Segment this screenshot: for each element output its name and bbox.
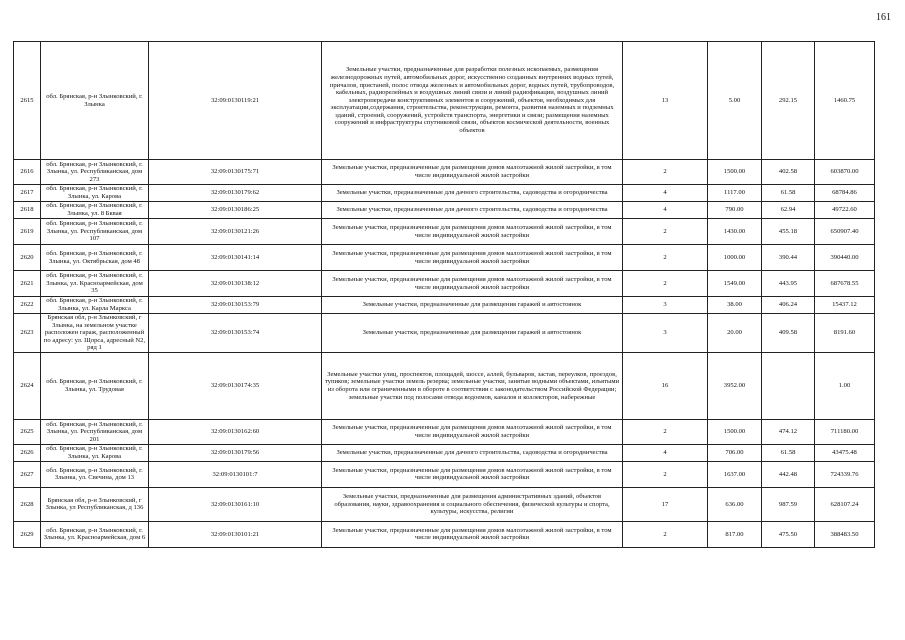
area-cell: 790.00: [708, 202, 762, 219]
area-cell: 1637.00: [708, 461, 762, 487]
cadastral-value-cell: 1.00: [815, 352, 875, 419]
cadastral-value-cell: 8191.60: [815, 314, 875, 353]
permitted-use-cell: Земельные участки, предназначенные для размещения домов малоэтажной жилой застройки, в том числе индивидуальной жилой застройки: [322, 219, 623, 245]
specific-value-cell: 987.59: [762, 487, 815, 521]
specific-value-cell: 62.94: [762, 202, 815, 219]
address-cell: обл. Брянская, р-н Злынковский, г. Злынка, ул. Октябрьская, дом 48: [41, 245, 149, 271]
cadastral-value-cell: 15437.12: [815, 297, 875, 314]
cadastral-value-cell: 43475.48: [815, 444, 875, 461]
permitted-use-cell: Земельные участки, предназначенные для размещения домов малоэтажной жилой застройки, в том числе индивидуальной жилой застройки: [322, 419, 623, 444]
address-cell: обл. Брянская, р-н Злынковский, г. Злынка, ул. Карова: [41, 185, 149, 202]
row-number: 2629: [14, 521, 41, 547]
area-cell: 817.00: [708, 521, 762, 547]
cadastral-value-cell: 68784.86: [815, 185, 875, 202]
row-number: 2627: [14, 461, 41, 487]
row-number: 2620: [14, 245, 41, 271]
cadastral-value-cell: 687678.55: [815, 271, 875, 297]
permitted-use-cell: Земельные участки, предназначенные для размещения домов малоэтажной жилой застройки, в том числе индивидуальной жилой застройки: [322, 461, 623, 487]
row-number: 2624: [14, 352, 41, 419]
area-cell: 3952.00: [708, 352, 762, 419]
address-cell: обл. Брянская, р-н Злынковский, г. Злынка, ул. Свечина, дом 13: [41, 461, 149, 487]
row-number: 2617: [14, 185, 41, 202]
table-row: [14, 461, 875, 487]
address-cell: Брянская обл, р-н Злынковский, г Злынка, на земельном участке расположен гараж, расположенный по адресу: ул. Щорса, адресный N2, ряд 1: [41, 314, 149, 353]
cadastral-number-cell: 32:09:0130162:60: [149, 419, 322, 444]
use-group-cell: 13: [623, 42, 708, 160]
table-row: [14, 314, 875, 353]
area-cell: 1430.00: [708, 219, 762, 245]
table-row: [14, 419, 875, 444]
cadastral-number-cell: 32:09:0130175:71: [149, 160, 322, 185]
cadastral-number-cell: 32:09:0130179:62: [149, 185, 322, 202]
area-cell: 1117.00: [708, 185, 762, 202]
cadastral-value-cell: 388483.50: [815, 521, 875, 547]
address-cell: обл. Брянская, р-н Злынковский, г. Злынка, ул. Трудовая: [41, 352, 149, 419]
area-cell: 20.00: [708, 314, 762, 353]
specific-value-cell: 292.15: [762, 42, 815, 160]
specific-value-cell: 390.44: [762, 245, 815, 271]
area-cell: 1500.00: [708, 160, 762, 185]
use-group-cell: 2: [623, 160, 708, 185]
use-group-cell: 2: [623, 521, 708, 547]
cadastral-value-cell: 603870.00: [815, 160, 875, 185]
cadastral-number-cell: 32:09:0130101:21: [149, 521, 322, 547]
table-row: [14, 487, 875, 521]
table-row: [14, 271, 875, 297]
use-group-cell: 2: [623, 245, 708, 271]
specific-value-cell: 475.50: [762, 521, 815, 547]
permitted-use-cell: Земельные участки, предназначенные для размещения административных зданий, объектов образования, науки, здравоохранения и социального обеспечения, физической культуры и спорта, культуры, искусства, религии: [322, 487, 623, 521]
address-cell: обл. Брянская, р-н Злынковский, г. Злынка, ул. Республиканская, дом 201: [41, 419, 149, 444]
cadastral-value-cell: 724339.76: [815, 461, 875, 487]
specific-value-cell: 409.58: [762, 314, 815, 353]
table-row: [14, 297, 875, 314]
use-group-cell: 4: [623, 185, 708, 202]
permitted-use-cell: Земельные участки улиц, проспектов, площадей, шоссе, аллей, бульваров, застав, переулков, проездов, тупиков; земельные участки земель резерва; земельные участки, занятые водными объектами, изъятыми из оборота или ограниченными в обороте в соответствии с законодательством Российской Федерации; земельные участки под полосами отвода водоемов, каналов и коллекторов, набережные: [322, 352, 623, 419]
row-number: 2623: [14, 314, 41, 353]
table-row: [14, 185, 875, 202]
cadastral-number-cell: 32:09:0130119:21: [149, 42, 322, 160]
cadastral-number-cell: 32:09:0130101:7: [149, 461, 322, 487]
specific-value-cell: 402.58: [762, 160, 815, 185]
row-number: 2622: [14, 297, 41, 314]
table-row: [14, 352, 875, 419]
permitted-use-cell: Земельные участки, предназначенные для размещения домов малоэтажной жилой застройки, в том числе индивидуальной жилой застройки: [322, 245, 623, 271]
table-row: [14, 202, 875, 219]
page-number: 161: [876, 12, 891, 23]
use-group-cell: 2: [623, 271, 708, 297]
permitted-use-cell: Земельные участки, предназначенные для размещения гаражей и автостоянок: [322, 297, 623, 314]
address-cell: обл. Брянская, р-н Злынковский, г. Злынка: [41, 42, 149, 160]
area-cell: 5.00: [708, 42, 762, 160]
specific-value-cell: 442.48: [762, 461, 815, 487]
permitted-use-cell: Земельные участки, предназначенные для разработки полезных ископаемых, размещения железнодорожных путей, автомобильных дорог, искусственно созданных внутренних водных путей, причалов, пристаней, полос отвода железных и автомобильных дорог, водных путей, трубопроводов, кабельных, радиорелейных и воздушных линий связи и линий радиофикации, воздушных линий электропередачи конструктивных элементов и сооружений, объектов, необходимых для эксплуатации,содержания, строительства, реконструкции, ремонта, развития наземных и подземных зданий, строений, сооружений, устройств транспорта, энергетики и связи; размещения наземных сооружений и инфраструктуры спутниковой связи, объектов космической деятельности, военных объектов: [322, 42, 623, 160]
permitted-use-cell: Земельные участки, предназначенные для дачного строительства, садоводства и огородничества: [322, 202, 623, 219]
permitted-use-cell: Земельные участки, предназначенные для размещения домов малоэтажной жилой застройки, в том числе индивидуальной жилой застройки: [322, 160, 623, 185]
row-number: 2626: [14, 444, 41, 461]
address-cell: обл. Брянская, р-н Злынковский, г. Злынка, ул. Карова: [41, 444, 149, 461]
registry-body: [14, 42, 875, 548]
specific-value-cell: 406.24: [762, 297, 815, 314]
cadastral-number-cell: 32:09:0130179:56: [149, 444, 322, 461]
use-group-cell: 3: [623, 314, 708, 353]
use-group-cell: 2: [623, 419, 708, 444]
land-plot-registry-table: [13, 41, 875, 548]
area-cell: 1500.00: [708, 419, 762, 444]
row-number: 2615: [14, 42, 41, 160]
specific-value-cell: 455.18: [762, 219, 815, 245]
row-number: 2619: [14, 219, 41, 245]
cadastral-number-cell: 32:09:0130121:26: [149, 219, 322, 245]
permitted-use-cell: Земельные участки, предназначенные для размещения домов малоэтажной жилой застройки, в том числе индивидуальной жилой застройки: [322, 521, 623, 547]
use-group-cell: 4: [623, 202, 708, 219]
cadastral-value-cell: 628107.24: [815, 487, 875, 521]
table-row: [14, 521, 875, 547]
cadastral-number-cell: 32:09:0130174:35: [149, 352, 322, 419]
cadastral-value-cell: 1460.75: [815, 42, 875, 160]
cadastral-number-cell: 32:09:0130138:12: [149, 271, 322, 297]
row-number: 2628: [14, 487, 41, 521]
specific-value-cell: 443.95: [762, 271, 815, 297]
address-cell: обл. Брянская, р-н Злынковский, г. Злынка, ул. Республиканская, дом 107: [41, 219, 149, 245]
area-cell: 1000.00: [708, 245, 762, 271]
row-number: 2616: [14, 160, 41, 185]
table-row: [14, 219, 875, 245]
table-row: [14, 42, 875, 160]
cadastral-number-cell: 32:09:0130186:25: [149, 202, 322, 219]
cadastral-value-cell: 650907.40: [815, 219, 875, 245]
permitted-use-cell: Земельные участки, предназначенные для размещения домов малоэтажной жилой застройки, в том числе индивидуальной жилой застройки: [322, 271, 623, 297]
cadastral-value-cell: 711180.00: [815, 419, 875, 444]
row-number: 2621: [14, 271, 41, 297]
cadastral-number-cell: 32:09:0130161:10: [149, 487, 322, 521]
address-cell: обл. Брянская, р-н Злынковский, г. Злынка, ул. Республиканская, дом 273: [41, 160, 149, 185]
address-cell: обл. Брянская, р-н Злынковский, г. Злынка, ул. Красноармейская, дом 6: [41, 521, 149, 547]
use-group-cell: 4: [623, 444, 708, 461]
use-group-cell: 2: [623, 219, 708, 245]
permitted-use-cell: Земельные участки, предназначенные для дачного строительства, садоводства и огородничества: [322, 444, 623, 461]
specific-value-cell: 61.58: [762, 185, 815, 202]
area-cell: 706.00: [708, 444, 762, 461]
use-group-cell: 2: [623, 461, 708, 487]
cadastral-value-cell: 390440.00: [815, 245, 875, 271]
area-cell: 38.00: [708, 297, 762, 314]
permitted-use-cell: Земельные участки, предназначенные для дачного строительства, садоводства и огородничества: [322, 185, 623, 202]
specific-value-cell: 474.12: [762, 419, 815, 444]
row-number: 2625: [14, 419, 41, 444]
cadastral-number-cell: 32:09:0130153:79: [149, 297, 322, 314]
specific-value-cell: 61.58: [762, 444, 815, 461]
address-cell: обл. Брянская, р-н Злынковский, г. Злынка, ул. Красноармейская, дом 35: [41, 271, 149, 297]
use-group-cell: 3: [623, 297, 708, 314]
cadastral-number-cell: 32:09:0130141:14: [149, 245, 322, 271]
table-row: [14, 444, 875, 461]
area-cell: 636.00: [708, 487, 762, 521]
area-cell: 1549.00: [708, 271, 762, 297]
permitted-use-cell: Земельные участки, предназначенные для размещения гаражей и автостоянок: [322, 314, 623, 353]
table-row: [14, 160, 875, 185]
row-number: 2618: [14, 202, 41, 219]
address-cell: обл. Брянская, р-н Злынковский, г. Злынка, ул. Карла Маркса: [41, 297, 149, 314]
table-row: [14, 245, 875, 271]
use-group-cell: 16: [623, 352, 708, 419]
cadastral-value-cell: 49722.60: [815, 202, 875, 219]
address-cell: обл. Брянская, р-н Злынковский, г. Злынка, ул. 8 Бквая: [41, 202, 149, 219]
cadastral-number-cell: 32:09:0130153:74: [149, 314, 322, 353]
address-cell: Брянская обл, р-н Злынковский, г Злынка, ул Республиканская, д 136: [41, 487, 149, 521]
specific-value-cell: [762, 352, 815, 419]
use-group-cell: 17: [623, 487, 708, 521]
